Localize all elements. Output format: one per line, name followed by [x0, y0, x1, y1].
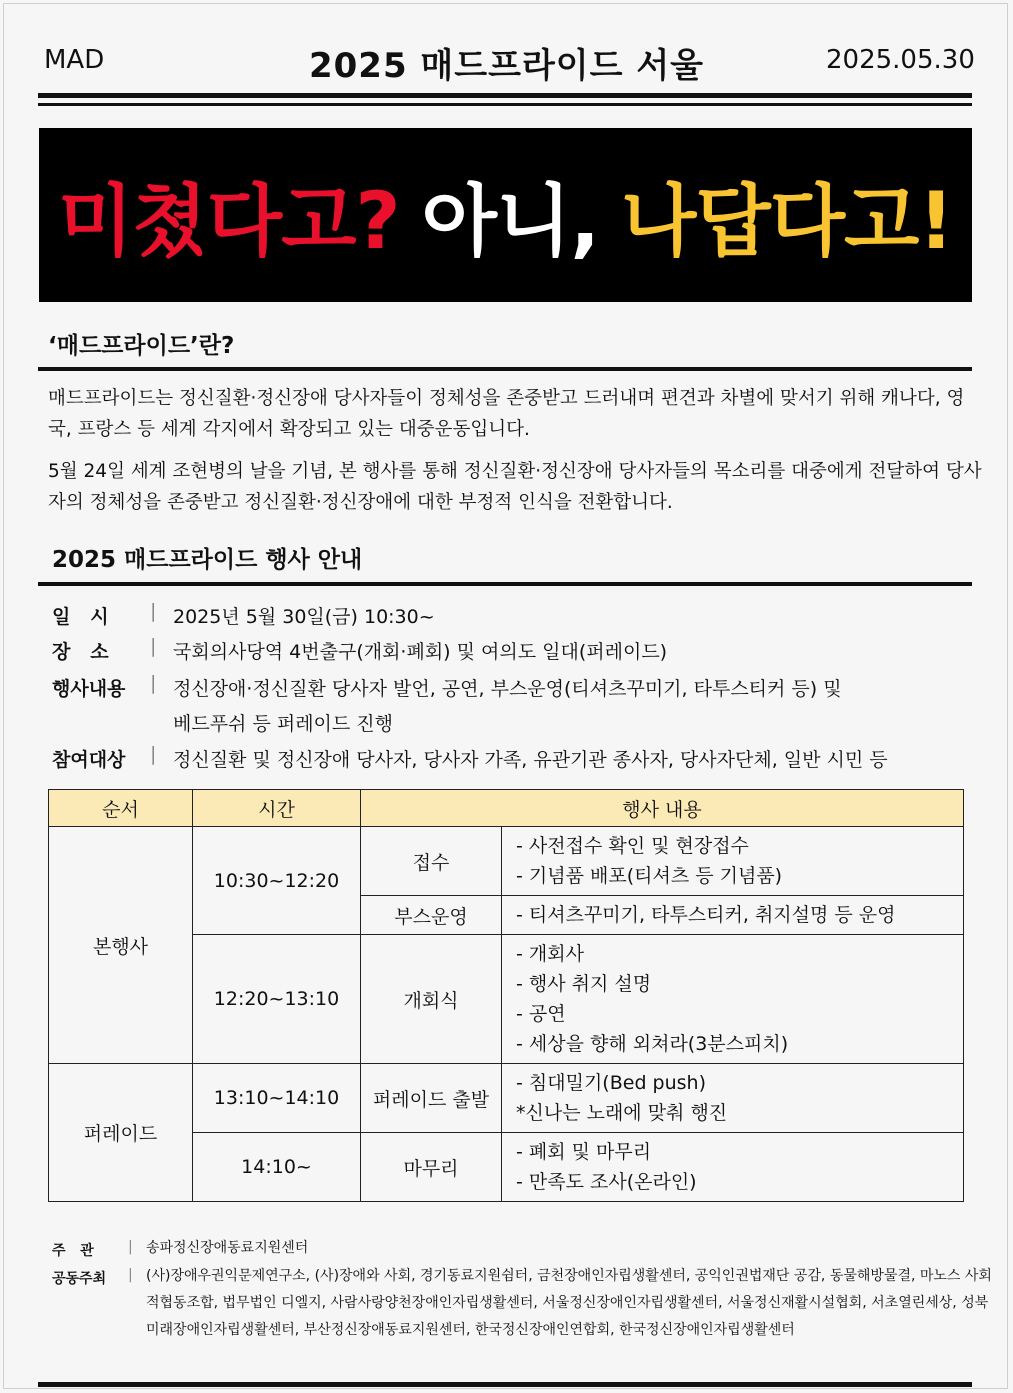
footer-host: 송파정신장애동료지원센터 — [146, 1240, 309, 1256]
col-header-order: 순서 — [49, 790, 193, 827]
info-separator: | — [150, 672, 157, 694]
detail-line: - 침대밀기(Bed push) — [516, 1072, 707, 1094]
item-details — [502, 1133, 964, 1202]
slogan-part-yellow: 나답다고! — [621, 177, 953, 267]
detail-line: - 기념품 배포(티셔츠 등 기념품) — [516, 865, 783, 887]
group-parade: 퍼레이드 — [49, 1064, 193, 1202]
footer-separator: | — [128, 1267, 133, 1283]
about-rule — [38, 367, 972, 371]
info-value-content: 정신장애·정신질환 당사자 발언, 공연, 부스운영(티셔츠꾸미기, 타투스티커 등) 및 — [173, 678, 842, 700]
time-cell: 13:10~14:10 — [193, 1064, 361, 1133]
group-main-event: 본행사 — [49, 827, 193, 1064]
footer-cohost-label: 공동주최 — [52, 1271, 107, 1287]
detail-line: - 공연 — [516, 1003, 566, 1025]
info-label-place: 장 소 — [52, 641, 109, 663]
footer-separator: | — [128, 1239, 133, 1255]
detail-line: - 세상을 향해 외쳐라(3분스피치) — [516, 1033, 789, 1055]
item-details — [502, 896, 964, 935]
time-cell: 10:30~12:20 — [193, 827, 361, 935]
header-rule-top — [38, 93, 972, 98]
detail-line: - 개회사 — [516, 943, 584, 965]
header-rule-bottom — [38, 103, 972, 106]
col-header-content: 행사 내용 — [361, 790, 964, 827]
footer-cohosts: (사)장애우권익문제연구소, (사)장애와 사회, 경기동료지원쉼터, 금천장애인자립생활센터, 공익인권법재단 공감, 동물해방물결, 마노스 사회적협동조합, 법무법인 디엘지, 사람사랑양천장애인자립생활센터, 서울정신장애인자립생활센터, 서울정신재활시설협회, 서초열린세상, 성북미래장애인자립생활센터, 부산정신장애동료지원센터, 한국정신장애인연합회, 한국정신장애인자립생활센터 — [146, 1268, 992, 1338]
detail-line: - 티셔츠꾸미기, 타투스티커, 취지설명 등 운영 — [516, 904, 896, 926]
slogan-banner — [39, 128, 972, 302]
item-details — [502, 1064, 964, 1133]
schedule-table — [48, 789, 964, 1202]
detail-line: - 사전접수 확인 및 현장접수 — [516, 835, 749, 857]
event-rule — [38, 582, 972, 586]
info-value-date: 2025년 5월 30일(금) 10:30~ — [173, 606, 435, 628]
detail-line: - 만족도 조사(온라인) — [516, 1171, 697, 1193]
info-value-place: 국회의사당역 4번출구(개회·폐회) 및 여의도 일대(퍼레이드) — [173, 641, 668, 663]
slogan-part-red: 미쳤다고? — [58, 177, 400, 267]
about-heading: ‘매드프라이드’란? — [48, 333, 235, 359]
detail-line: - 폐회 및 마무리 — [516, 1141, 652, 1163]
info-separator: | — [150, 743, 157, 765]
footer-rule — [38, 1382, 972, 1387]
col-header-time: 시간 — [193, 790, 361, 827]
table-row — [49, 1064, 964, 1133]
item-name: 퍼레이드 출발 — [361, 1064, 502, 1133]
detail-line: *신나는 노래에 맞춰 행진 — [516, 1102, 728, 1124]
event-heading: 2025 매드프라이드 행사 안내 — [52, 547, 363, 573]
time-cell: 14:10~ — [193, 1133, 361, 1202]
footer-host-label: 주 관 — [52, 1243, 94, 1259]
info-label-date: 일 시 — [52, 606, 109, 628]
info-separator: | — [150, 635, 157, 657]
item-details — [502, 827, 964, 896]
page-title: 2025 매드프라이드 서울 — [308, 46, 705, 86]
header-left-label: MAD — [44, 45, 105, 75]
header-date: 2025.05.30 — [826, 45, 975, 75]
item-name: 마무리 — [361, 1133, 502, 1202]
time-cell: 12:20~13:10 — [193, 935, 361, 1064]
item-name: 접수 — [361, 827, 502, 896]
info-label-participants: 참여대상 — [52, 749, 126, 771]
about-paragraph-1: 매드프라이드는 정신질환·정신장애 당사자들이 정체성을 존중받고 드러내며 편견과 차별에 맞서기 위해 캐나다, 영국, 프랑스 등 세계 각지에서 확장되고 있는 대중운동입니다. — [48, 388, 965, 440]
table-header-row — [49, 790, 964, 827]
info-label-content: 행사내용 — [52, 678, 126, 700]
about-paragraph-2: 5월 24일 세계 조현병의 날을 기념, 본 행사를 통해 정신질환·정신장애 당사자들의 목소리를 대중에게 전달하여 당사자의 정체성을 존중받고 정신질환·정신장애에 대한 부정적 인식을 전환합니다. — [48, 461, 982, 513]
item-name: 개회식 — [361, 935, 502, 1064]
table-row — [49, 827, 964, 896]
item-details — [502, 935, 964, 1064]
info-separator: | — [150, 600, 157, 622]
slogan-part-white: 아니, — [421, 177, 599, 267]
info-value-content-line2: 베드푸쉬 등 퍼레이드 진행 — [173, 713, 394, 735]
info-value-participants: 정신질환 및 정신장애 당사자, 당사자 가족, 유관기관 종사자, 당사자단체, 일반 시민 등 — [173, 749, 888, 771]
detail-line: - 행사 취지 설명 — [516, 973, 652, 995]
item-name: 부스운영 — [361, 896, 502, 935]
